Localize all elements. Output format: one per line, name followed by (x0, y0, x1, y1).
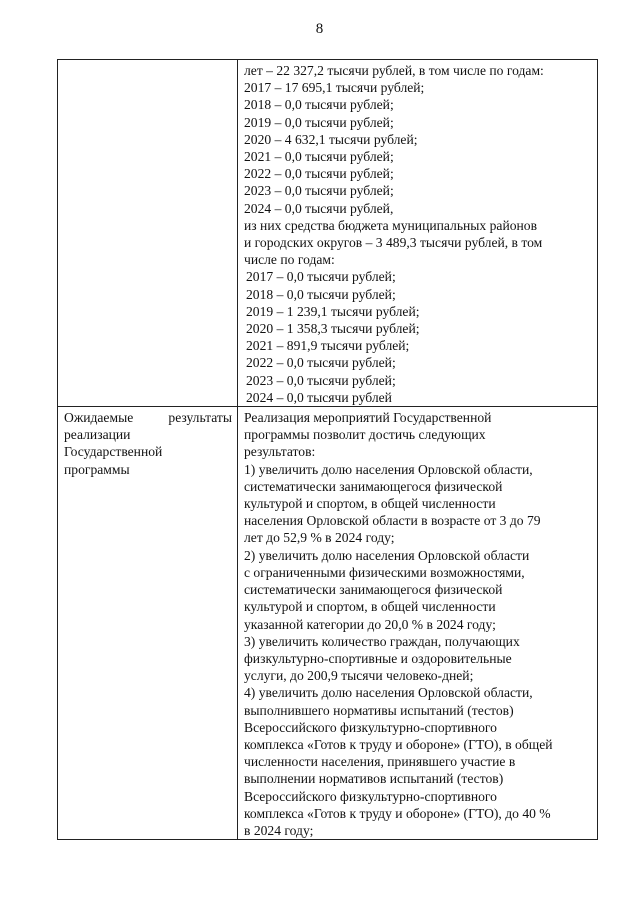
expected-results-label-line: Государственной (64, 444, 163, 460)
table-row-expected-results (58, 407, 598, 840)
expected-results-line: численности населения, принявшего участие в (244, 754, 516, 770)
funding-line: 2020 – 4 632,1 тысячи рублей; (244, 131, 418, 147)
expected-results-line: услуги, до 200,9 тысячи человеко-дней; (244, 668, 474, 684)
funding-label-cell (58, 60, 238, 407)
funding-line: 2023 – 0,0 тысячи рублей; (246, 372, 396, 388)
expected-results-line: выполнении нормативов испытаний (тестов) (244, 771, 504, 787)
funding-line: 2024 – 0,0 тысячи рублей (246, 389, 392, 405)
funding-line: числе по годам: (244, 252, 335, 268)
funding-line: 2022 – 0,0 тысячи рублей; (246, 355, 396, 371)
expected-results-line: систематически занимающегося физической (244, 582, 503, 598)
funding-line: лет – 22 327,2 тысячи рублей, в том числе по годам: (244, 63, 544, 78)
passport-table (57, 59, 598, 840)
expected-results-label-line: программы (64, 461, 130, 477)
expected-results-line: программы позволит достичь следующих (244, 427, 486, 443)
funding-content-cell (238, 60, 598, 407)
expected-results-label-first-line (64, 409, 232, 426)
expected-results-line: комплекса «Готов к труду и обороне» (ГТО), в общей (244, 736, 553, 752)
expected-results-line: лет до 52,9 % в 2024 году; (244, 530, 395, 546)
funding-line: 2018 – 0,0 тысячи рублей; (246, 286, 396, 302)
funding-line: 2017 – 0,0 тысячи рублей; (246, 269, 396, 285)
expected-results-content-cell (238, 407, 598, 840)
expected-results-line: Реализация мероприятий Государственной (244, 410, 492, 426)
expected-results-line: Всероссийского физкультурно-спортивного (244, 719, 497, 735)
funding-line: 2019 – 1 239,1 тысячи рублей; (246, 303, 420, 319)
page-number: 8 (315, 21, 324, 37)
table-row-funding (58, 60, 598, 407)
funding-line: 2023 – 0,0 тысячи рублей; (244, 183, 394, 199)
expected-results-line: культурой и спортом, в общей численности (244, 496, 496, 512)
funding-line: и городских округов – 3 489,3 тысячи рублей, в том (244, 235, 543, 251)
expected-results-label-word: Ожидаемые (64, 410, 134, 426)
expected-results-line: 3) увеличить количество граждан, получающих (244, 633, 520, 649)
expected-results-line: комплекса «Готов к труду и обороне» (ГТО), до 40 % (244, 805, 551, 821)
funding-line: 2024 – 0,0 тысячи рублей, (244, 200, 394, 216)
expected-results-label-line: реализации (64, 427, 131, 443)
expected-results-line: результатов: (244, 444, 316, 460)
expected-results-label-word: результаты (168, 410, 232, 426)
expected-results-line: в 2024 году; (244, 822, 314, 838)
expected-results-line: Всероссийского физкультурно-спортивного (244, 788, 497, 804)
funding-line: 2022 – 0,0 тысячи рублей; (244, 166, 394, 182)
funding-line: 2019 – 0,0 тысячи рублей; (244, 114, 394, 130)
expected-results-line: с ограниченными физическими возможностями, (244, 564, 525, 580)
funding-line: 2018 – 0,0 тысячи рублей; (244, 97, 394, 113)
funding-line: из них средства бюджета муниципальных районов (244, 217, 538, 233)
funding-line: 2021 – 891,9 тысячи рублей; (246, 338, 410, 354)
expected-results-line: систематически занимающегося физической (244, 478, 503, 494)
funding-line: 2020 – 1 358,3 тысячи рублей; (246, 321, 420, 337)
expected-results-label-cell (58, 407, 238, 840)
expected-results-line: 2) увеличить долю населения Орловской области (244, 547, 530, 563)
expected-results-line: указанной категории до 20,0 % в 2024 году; (244, 616, 496, 632)
funding-line: 2017 – 17 695,1 тысячи рублей; (244, 80, 425, 96)
expected-results-line: 1) увеличить долю населения Орловской области, (244, 461, 533, 477)
expected-results-line: выполнившего нормативы испытаний (тестов) (244, 702, 514, 718)
expected-results-line: 4) увеличить долю населения Орловской области, (244, 685, 533, 701)
expected-results-line: населения Орловской области в возрасте от 3 до 79 (244, 513, 541, 529)
funding-line: 2021 – 0,0 тысячи рублей; (244, 149, 394, 165)
expected-results-line: культурой и спортом, в общей численности (244, 599, 496, 615)
expected-results-line: физкультурно-спортивные и оздоровительные (244, 650, 512, 666)
